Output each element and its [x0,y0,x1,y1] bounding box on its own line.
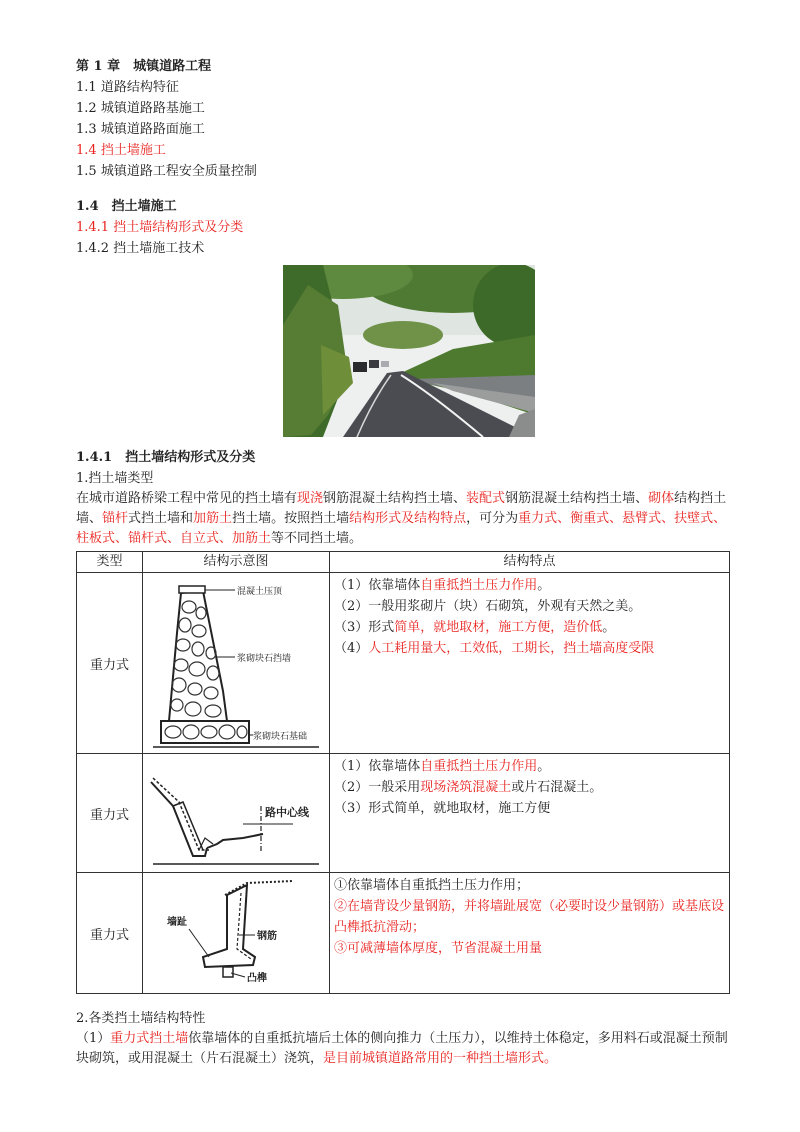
para-text: 挡土墙。按照挡土墙 [232,511,350,526]
para-highlight: 加筋土 [193,511,233,526]
table-row [77,573,730,754]
item-heading-types: 1.挡土墙类型 [76,471,154,486]
diagram-label: 路中心线 [265,806,309,819]
feature-line: （3）形式简单，就地取材，施工方便，造价低。 [334,620,616,635]
para-highlight: 是目前城镇道路常用的一种挡土墙形式。 [323,1051,558,1066]
type-cell: 重力式 [77,754,143,873]
diagram-label: 墙趾 [167,917,187,928]
toc-item-1-2: 1.2 城镇道路路基施工 [76,101,205,116]
diagram-label: 凸榫 [247,973,267,984]
para-highlight: 重力式、衡重式、悬臂式、扶壁式、柱板式、锚杆式、自立式、加筋土 [76,511,727,546]
retaining-wall-road-photo [283,265,535,437]
wall-types-table [76,551,730,994]
gravity-wall-paragraph [76,1029,730,1069]
para-highlight: 锚杆 [102,511,129,526]
feature-line: ②在墙背设少量钢筋，并将墙趾展宽（必要时设少量钢筋）或基底设凸榫抵抗滑动； [334,899,725,935]
header-features: 结构特点 [330,552,730,573]
para-text: 式挡土墙和 [128,511,194,526]
diagram-label: 浆砌块石挡墙 [237,654,292,664]
cast-concrete-wall-diagram [143,754,329,868]
type-cell: 重力式 [77,873,143,994]
type-cell: 重力式 [77,573,143,754]
section-title: 1.4 挡土墙施工 [76,199,177,214]
diagram-label: 混凝土压顶 [237,587,283,597]
diagram-label: 钢筋 [257,931,277,942]
toc-item-1-3: 1.3 城镇道路路面施工 [76,122,205,137]
para-highlight: 结构形式及结构特点 [349,511,467,526]
feature-line: ①依靠墙体自重抵挡土压力作用； [334,878,530,893]
para-highlight: 装配式 [466,491,506,506]
toc-item-1-4: 1.4 挡土墙施工 [76,143,166,158]
para-text: 结构挡土墙、 [76,491,727,526]
feature-line: （1）依靠墙体自重抵挡土压力作用。 [334,759,551,774]
subsection-link-1-4-2: 1.4.2 挡土墙施工技术 [76,241,205,256]
para-highlight: 现浇 [297,491,324,506]
header-type: 类型 [77,552,143,573]
table-header-row [77,552,730,573]
para-text: 依靠墙体的自重抵抗墙后土体的侧向推力（土压力），以维持土体稳定，多用料石或混凝土预制块砌筑，或用混凝土（片石混凝土）浇筑， [76,1031,728,1066]
reinforced-toe-wall-diagram [143,873,329,989]
para-highlight: 砌体 [648,491,675,506]
toc-item-1-5: 1.5 城镇道路工程安全质量控制 [76,164,257,179]
diagram-cell [143,754,330,873]
subsection-title: 1.4.1 挡土墙结构形式及分类 [76,450,256,465]
features-cell [330,573,730,754]
subsection-link-1-4-1: 1.4.1 挡土墙结构形式及分类 [76,220,244,235]
diagram-cell [143,873,330,994]
para-text: 钢筋混凝土结构挡土墙、 [505,491,649,506]
para-text: 等不同挡土墙。 [271,531,363,546]
feature-line: （1）依靠墙体自重抵挡土压力作用。 [334,578,551,593]
table-row [77,754,730,873]
features-cell [330,754,730,873]
features-cell [330,873,730,994]
para-text: 在城市道路桥梁工程中常见的挡土墙有 [76,491,298,506]
table-row [77,873,730,994]
para-text: 钢筋混凝土结构挡土墙、 [323,491,467,506]
chapter-title: 第 1 章 城镇道路工程 [76,59,212,74]
document-page [76,56,730,1069]
toc-item-1-1: 1.1 道路结构特征 [76,80,179,95]
feature-line: （2）一般用浆砌片（块）石砌筑，外观有天然之美。 [334,599,642,614]
diagram-cell [143,573,330,754]
feature-line: ③可减薄墙体厚度，节省混凝土用量 [334,941,543,956]
masonry-gravity-wall-diagram [143,573,329,749]
para-text: （1） [76,1031,111,1046]
section2-title: 2.各类挡土墙结构特性 [76,1011,206,1026]
para-text: ，可分为 [466,511,519,526]
feature-line: （2）一般采用现场浇筑混凝土或片石混凝土。 [334,780,603,795]
feature-line: （4）人工耗用量大，工效低，工期长，挡土墙高度受限 [334,641,655,656]
types-paragraph [76,489,730,549]
para-highlight: 重力式挡土墙 [110,1031,189,1046]
header-diagram: 结构示意图 [143,552,330,573]
diagram-label: 浆砌块石基础 [253,732,308,742]
feature-line: （3）形式简单，就地取材，施工方便 [334,801,551,816]
toc-list [76,77,730,182]
